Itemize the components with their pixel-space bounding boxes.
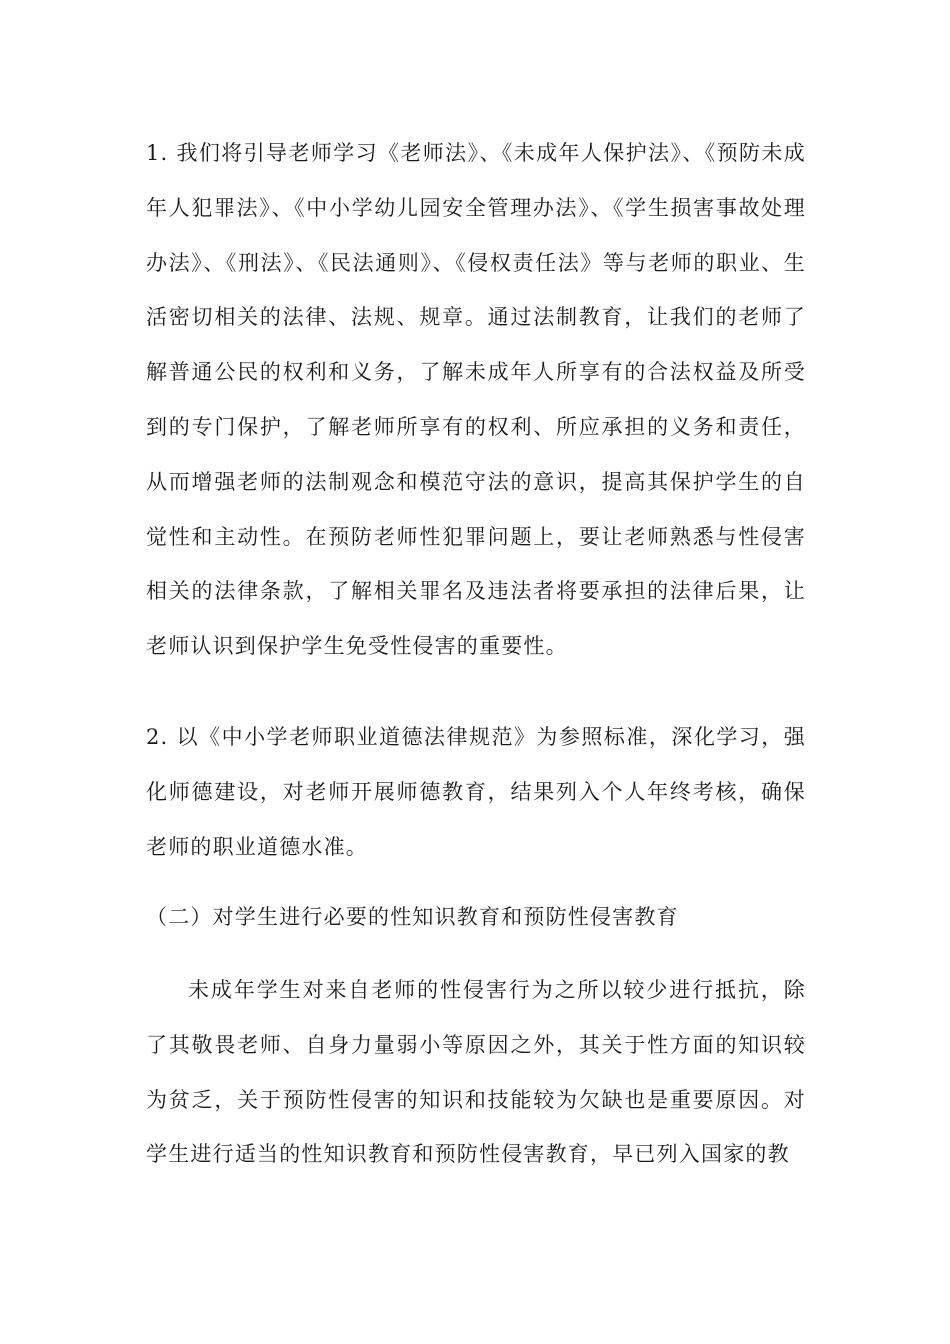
- section-heading-student-education: （二）对学生进行必要的性知识教育和预防性侵害教育: [146, 905, 679, 929]
- paragraph-teacher-law-study: 1. 我们将引导老师学习《老师法》、《未成年人保护法》、《预防未成年人犯罪法》、《中小学幼儿园安全管理办法》、《学生损害事故处理办法》、《刑法》、《民法通则》、《侵权责任法》等与老师的职业、生活密切相关的法律、法规、规章。通过法制教育，让我们的老师了解普通公民的权利和义务，了解未成年人所享有的合法权益及所受到的专门保护，了解老师所享有的权利、所应承担的义务和责任，从而增强老师的法制观念和模范守法的意识，提高其保护学生的自觉性和主动性。在预防老师性犯罪问题上，要让老师熟悉与性侵害相关的法律条款，了解相关罪名及违法者将要承担的法律后果，让老师认识到保护学生免受性侵害的重要性。: [146, 141, 806, 659]
- paragraph-student-education: 未成年学生对来自老师的性侵害行为之所以较少进行抵抗，除了其敬畏老师、自身力量弱小等原因之外，其关于性方面的知识较为贫乏，关于预防性侵害的知识和技能较为欠缺也是重要原因。对学生进行适当的性知识教育和预防性侵害教育，早已列入国家的教: [146, 978, 806, 1167]
- paragraph-ethics-standard: 2. 以《中小学老师职业道德法律规范》为参照标准，深化学习，强化师德建设，对老师开展师德教育，结果列入个人年终考核，确保老师的职业道德水准。: [146, 725, 806, 859]
